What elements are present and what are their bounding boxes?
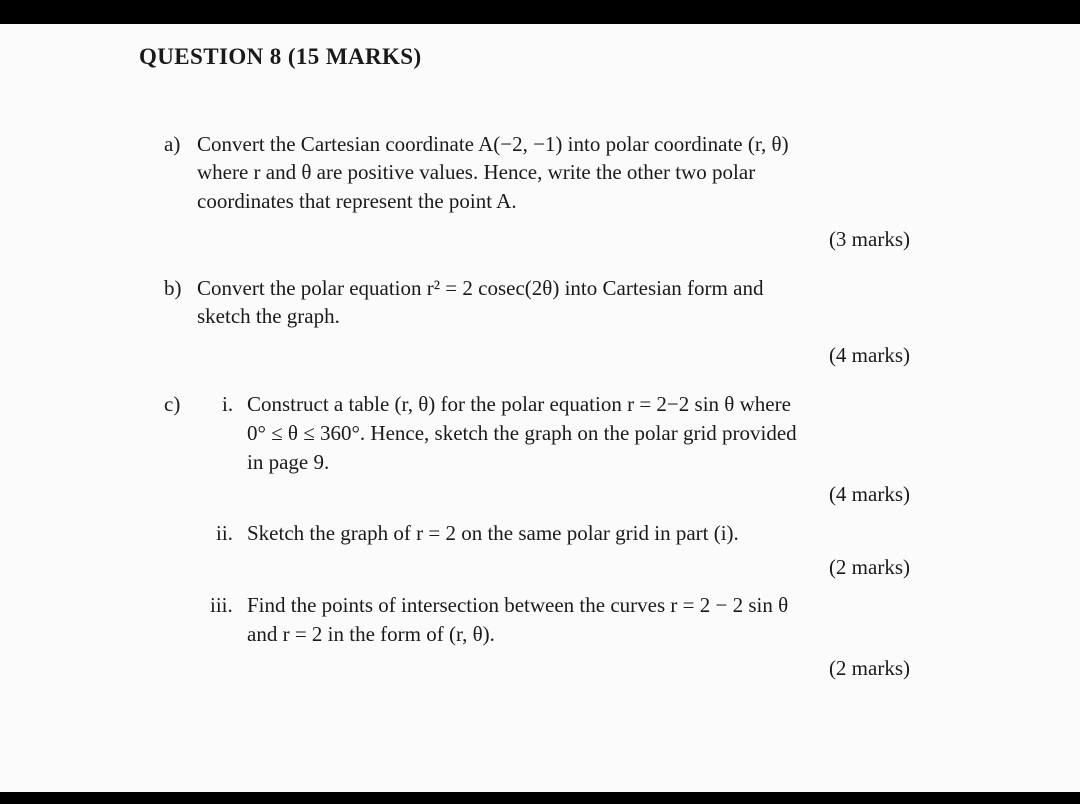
part-b-label: b) — [164, 276, 182, 300]
part-a-line-3: coordinates that represent the point A. — [197, 189, 517, 213]
question-heading: QUESTION 8 (15 MARKS) — [139, 44, 422, 69]
part-b-marks: (4 marks) — [828, 343, 910, 367]
part-c-iii-line-1: Find the points of intersection between the curves r = 2 − 2 sin θ — [247, 593, 789, 617]
part-a-label: a) — [164, 132, 181, 156]
part-b-line-1: Convert the polar equation r² = 2 cosec(2θ) into Cartesian form and — [197, 276, 764, 300]
part-a-marks: (3 marks) — [828, 227, 910, 251]
part-a-line-2: where r and θ are positive values. Hence, write the other two polar — [197, 160, 756, 184]
part-c-i-marks: (4 marks) — [828, 482, 910, 506]
part-c-i-label: i. — [222, 392, 234, 416]
document-page — [0, 24, 1080, 792]
part-c-i-line-3: in page 9. — [247, 450, 330, 474]
part-a-line-1: Convert the Cartesian coordinate A(−2, −1) into polar coordinate (r, θ) — [197, 132, 789, 156]
part-c-label: c) — [164, 392, 181, 416]
part-c-ii-line-1: Sketch the graph of r = 2 on the same polar grid in part (i). — [247, 521, 739, 545]
part-c-iii-marks: (2 marks) — [828, 656, 910, 680]
part-b-line-2: sketch the graph. — [197, 304, 340, 328]
part-c-iii-line-2: and r = 2 in the form of (r, θ). — [247, 622, 495, 646]
part-c-i-line-2: 0° ≤ θ ≤ 360°. Hence, sketch the graph on the polar grid provided — [247, 421, 797, 445]
part-c-ii-marks: (2 marks) — [828, 555, 910, 579]
part-c-i-line-1: Construct a table (r, θ) for the polar equation r = 2−2 sin θ where — [247, 392, 791, 416]
part-c-ii-label: ii. — [216, 521, 233, 545]
part-c-iii-label: iii. — [210, 593, 233, 617]
